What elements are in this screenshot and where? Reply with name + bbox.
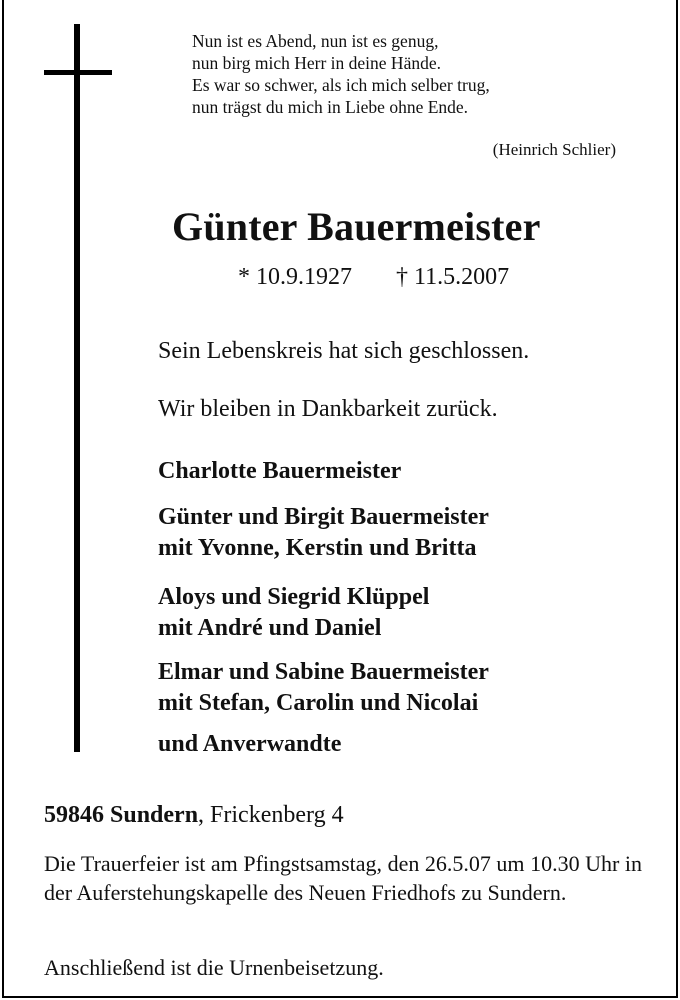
address-city: 59846 Sundern (44, 802, 199, 828)
mourner-line: Günter und Birgit Bauermeister (158, 504, 489, 530)
cross-vertical-bar (74, 24, 80, 752)
mourner-group (158, 582, 429, 644)
statement-closed-circle: Sein Lebenskreis hat sich geschlossen. (158, 338, 530, 364)
family-address (44, 802, 344, 829)
mourner-group (158, 729, 341, 760)
cross-horizontal-bar (44, 70, 112, 75)
poem-line: nun birg mich Herr in deine Hände. (192, 53, 441, 73)
life-dates (238, 264, 509, 291)
poem-line: nun trägst du mich in Liebe ohne Ende. (192, 97, 469, 117)
funeral-service-info: Die Trauerfeier ist am Pfingstsamstag, den 26.5.07 um 10.30 Uhr in der Auferstehungskapelle des Neuen Friedhofs zu Sundern. (44, 851, 642, 905)
mourner-group (158, 502, 489, 564)
mourner-line: mit Stefan, Carolin und Nicolai (158, 690, 479, 716)
poem-line: Nun ist es Abend, nun ist es genug, (192, 31, 439, 51)
mourner-line: mit André und Daniel (158, 615, 382, 641)
mourner-line: Elmar und Sabine Bauermeister (158, 659, 489, 685)
deceased-name: Günter Bauermeister (172, 204, 541, 249)
poem-attribution: (Heinrich Schlier) (492, 140, 616, 159)
mourner-line: Aloys und Siegrid Klüppel (158, 584, 430, 610)
mourner-line: mit Yvonne, Kerstin und Britta (158, 535, 477, 561)
address-street: , Frickenberg 4 (198, 802, 344, 828)
statement-gratitude: Wir bleiben in Dankbarkeit zurück. (158, 396, 498, 422)
mourner-line: Charlotte Bauermeister (158, 458, 402, 484)
death-date: † 11.5.2007 (396, 264, 510, 290)
birth-date: * 10.9.1927 (238, 264, 352, 290)
urn-burial-info: Anschließend ist die Urnenbeisetzung. (44, 955, 384, 980)
mourner-line: und Anverwandte (158, 731, 342, 757)
poem (192, 30, 632, 118)
mourner-group (158, 456, 401, 487)
mourner-group (158, 657, 489, 719)
poem-line: Es war so schwer, als ich mich selber trug, (192, 75, 490, 95)
